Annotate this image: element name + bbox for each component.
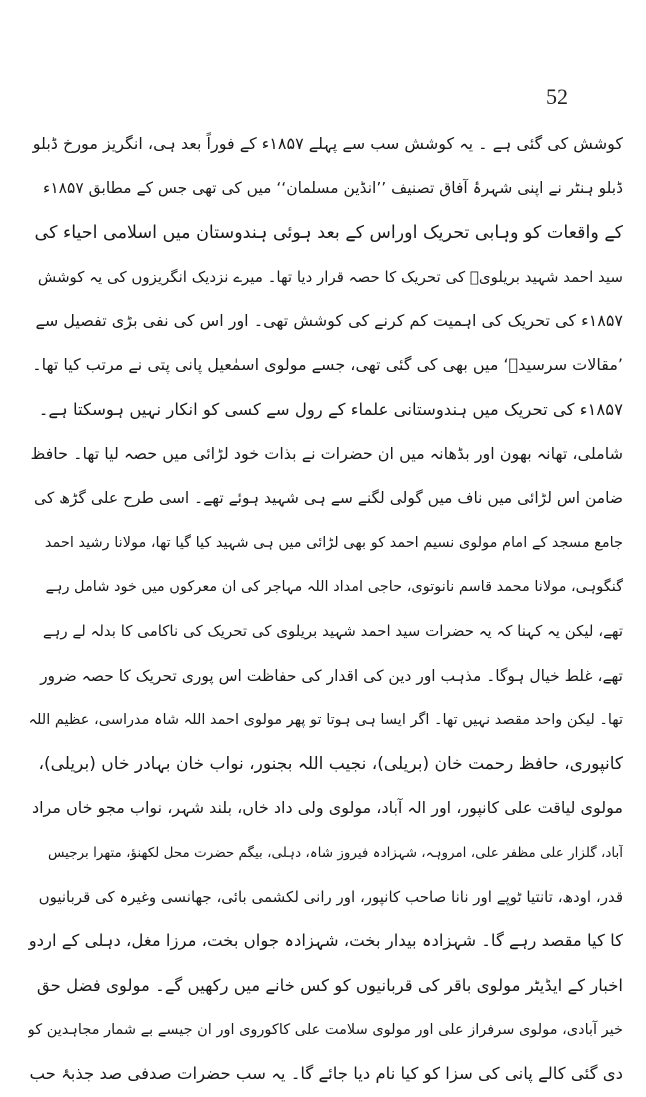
text-line: تھے، غلط خیال ہوگا۔ مذہب اور دین کی اقدار کی حفاظت اس پوری تحریک کا حصہ ضرور [40, 666, 623, 685]
text-line: تھے، لیکن یہ کہنا کہ یہ حضرات سید احمد شہید بریلوی کی تحریک کی ناکامی کا بدلہ لے رہے [42, 622, 623, 641]
text-line: مولوی لیاقت علی کانپور، اور الہ آباد، مولوی ولی داد خاں، بلند شہر، نواب مجو خاں مراد [31, 798, 623, 818]
text-line: گنگوہی، مولانا محمد قاسم نانوتوی، حاجی امداد اللہ مہاجر کی ان معرکوں میں خود شامل رہے [45, 578, 623, 595]
text-line: خیر آبادی، مولوی سرفراز علی اور مولوی سلامت علی کاکوروی اور ان جیسے بے شمار مجاہدین کو [28, 1021, 623, 1038]
text-line: دی گئی کالے پانی کی سزا کو کیا نام دیا جائے گا۔ یہ سب حضرات صدفی صد جذبۂ حب [29, 1064, 623, 1084]
text-line: اخبار کے ایڈیٹر مولوی باقر کی قربانیوں کو کس خانے میں رکھیں گے۔ مولوی فضل حق [36, 975, 623, 995]
text-line: تھا۔ لیکن واحد مقصد نہیں تھا۔ اگر ایسا ہی ہوتا تو پھر مولوی احمد اللہ شاہ مدراسی، عظیم اللہ [28, 711, 623, 728]
text-line: سید احمد شہید بریلویؒ کی تحریک کا حصہ قرار دیا تھا۔ میرے نزدیک انگریزوں کی یہ کوشش [37, 267, 623, 286]
text-line: قدر، اودھ، تانتیا ٹوپے اور نانا صاحب کانپور، اور رانی لکشمی بائی، جھانسی وغیرہ کی قربانیوں [38, 888, 623, 907]
text-line: کوشش کی گئی ہے ۔ یہ کوشش سب سے پہلے ۱۸۵۷ء کے فوراً بعد ہی، انگریز مورخ ڈبلو [32, 134, 623, 153]
text-line: ضامن اس لڑائی میں ناف میں گولی لگنے سے ہی شہید ہوئے تھے۔ اسی طرح علی گڑھ کی [33, 489, 623, 508]
text-line: ۱۸۵۷ء کی تحریک کی اہمیت کم کرنے کی کوشش تھی۔ اور اس کی نفی بڑی تفصیل سے [35, 311, 623, 331]
text-line: کا کیا مقصد رہے گا۔ شہزادہ بیدار بخت، شہزادہ جواں بخت، مرزا مغل، دہلی کے اردو [28, 931, 623, 951]
text-line: آباد، گلزار علی مظفر علی، امروہہ، شہزادہ فیروز شاہ، دہلی، بیگم حضرت محل لکھنؤ، متھرا برجیس [47, 844, 623, 861]
text-line: ڈبلو ہنٹر نے اپنی شہرۂ آفاق تصنیف ’’انڈین مسلمان‘‘ میں کی تھی جس کے مطابق ۱۸۵۷ء [43, 179, 623, 198]
text-line: کانپوری، حافظ رحمت خان (بریلی)، نجیب اللہ بجنور، نواب خان بہادر خاں (بریلی)، [38, 754, 623, 775]
text-line: شاملی، تھانہ بھون اور بڈھانہ میں ان حضرات نے بذات خود لڑائی میں حصہ لیا تھا۔ حافظ [30, 444, 623, 464]
text-line: جامع مسجد کے امام مولوی نسیم احمد کو بھی لڑائی میں ہی شہید کیا گیا تھا، مولانا رشید احمد [44, 534, 623, 551]
page-number: 52 [546, 84, 568, 109]
text-line: ۱۸۵۷ء کی تحریک میں ہندوستانی علماء کے رول سے کسی کو انکار نہیں ہوسکتا ہے۔ [38, 399, 623, 419]
text-line: کے واقعات کو وہابی تحریک اوراس کے بعد ہوئی ہندوستان میں اسلامی احیاء کی [34, 222, 623, 243]
text-line: ’مقالات سرسیدؒ‘ میں بھی کی گئی تھی، جسے مولوی اسمٰعیل پانی پتی نے مرتب کیا تھا۔ [32, 355, 623, 375]
body-text [28, 122, 623, 1097]
